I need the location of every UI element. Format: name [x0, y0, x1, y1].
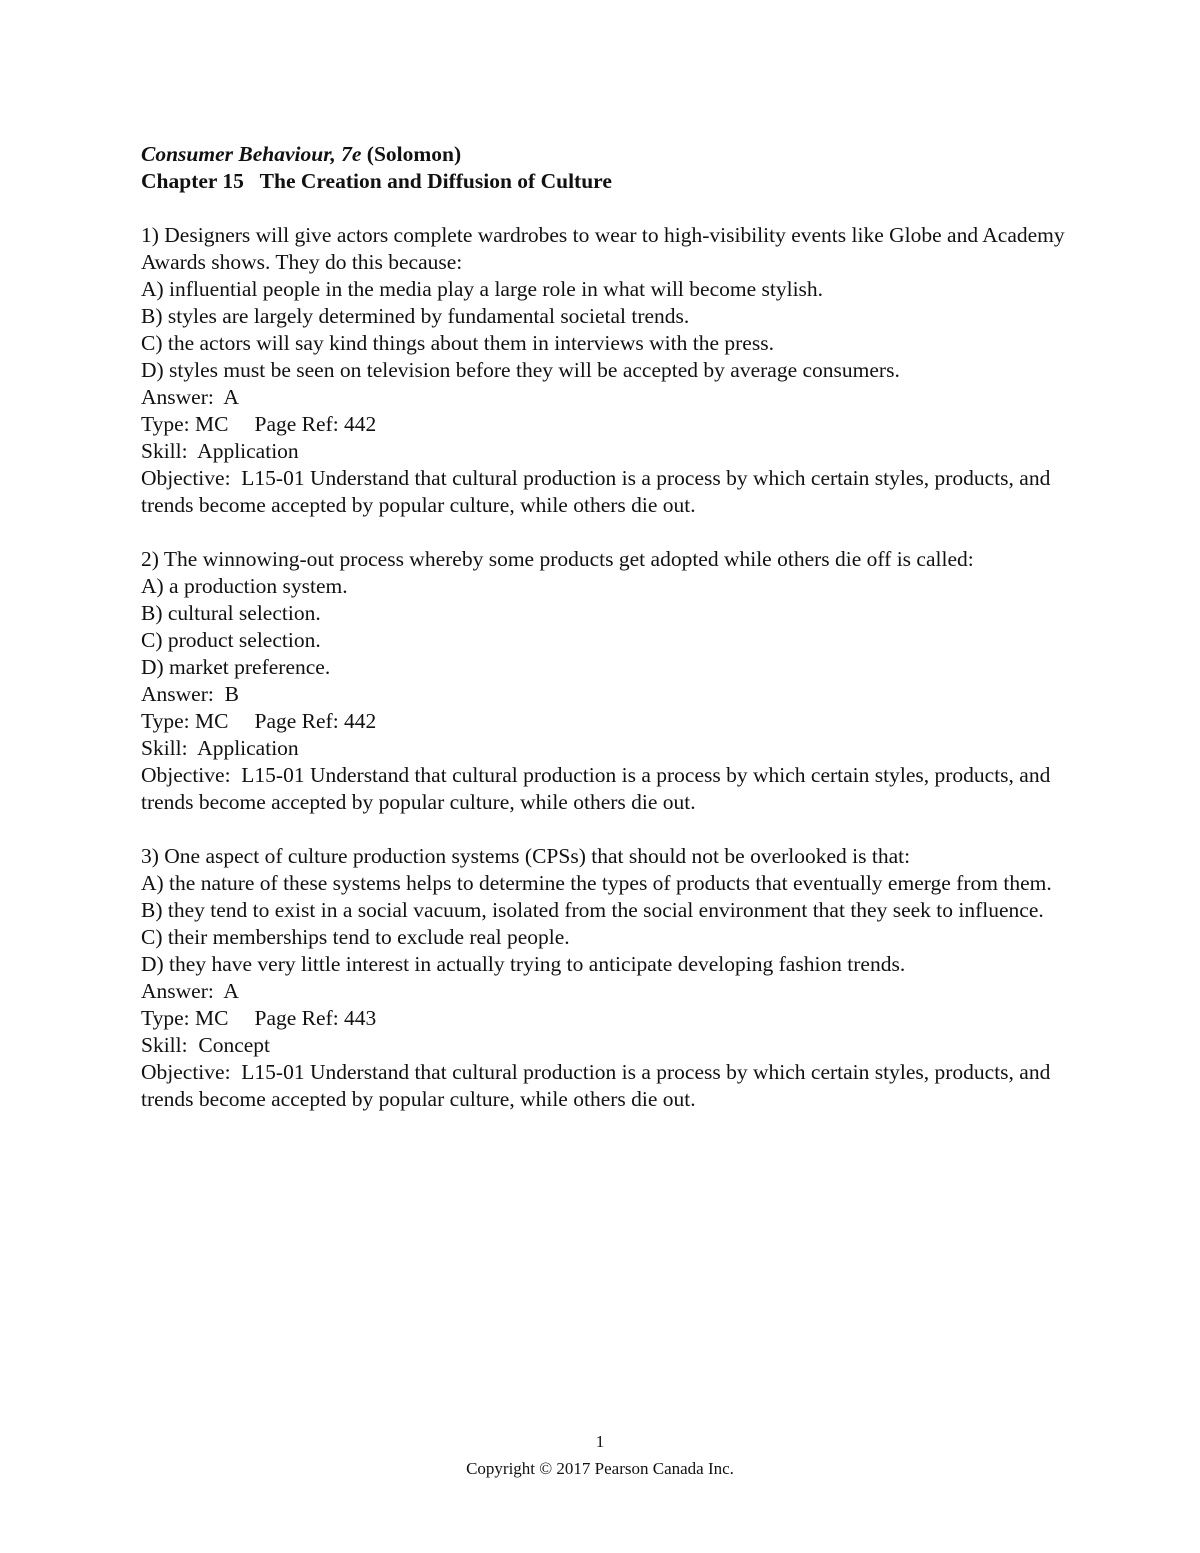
answer: Answer: A: [141, 979, 239, 1003]
question-stem: 3) One aspect of culture production systems (CPSs) that should not be overlooked is that:: [141, 844, 911, 868]
page-content: [141, 141, 1071, 1140]
option-c: C) the actors will say kind things about them in interviews with the press.: [141, 331, 774, 355]
book-author: (Solomon): [366, 142, 462, 166]
objective: Objective: L15-01 Understand that cultural production is a process by which certain styles, products, and trends become accepted by popular culture, while others die out.: [141, 763, 1056, 814]
page-ref: Page Ref: 442: [254, 709, 377, 733]
chapter-heading: Chapter 15 The Creation and Diffusion of Culture: [141, 169, 612, 193]
question-2: [141, 546, 1071, 816]
option-d: D) they have very little interest in actually trying to anticipate developing fashion trends.: [141, 952, 906, 976]
type-page-ref: [141, 1005, 1071, 1032]
skill: Skill: Concept: [141, 1033, 270, 1057]
page-number: 1: [595, 1432, 605, 1451]
type-page-ref: [141, 708, 1071, 735]
option-b: B) they tend to exist in a social vacuum, isolated from the social environment that they seek to influence.: [141, 898, 1044, 922]
question-type: Type: MC: [141, 412, 229, 436]
option-c: C) their memberships tend to exclude real people.: [141, 925, 570, 949]
question-stem: 1) Designers will give actors complete wardrobes to wear to high-visibility events like Globe and Academy Awards shows. They do this because:: [141, 223, 1065, 274]
objective: Objective: L15-01 Understand that cultural production is a process by which certain styles, products, and trends become accepted by popular culture, while others die out.: [141, 1060, 1056, 1111]
option-a: A) the nature of these systems helps to determine the types of products that eventually emerge from them.: [141, 871, 1052, 895]
question-type: Type: MC: [141, 709, 229, 733]
book-title-line: [141, 141, 1071, 168]
question-type: Type: MC: [141, 1006, 229, 1030]
option-c: C) product selection.: [141, 628, 321, 652]
question-1: [141, 222, 1071, 519]
objective: Objective: L15-01 Understand that cultural production is a process by which certain styles, products, and trends become accepted by popular culture, while others die out.: [141, 466, 1056, 517]
option-a: A) a production system.: [141, 574, 348, 598]
question-3: [141, 843, 1071, 1113]
option-b: B) styles are largely determined by fundamental societal trends.: [141, 304, 690, 328]
option-d: D) styles must be seen on television before they will be accepted by average consumers.: [141, 358, 900, 382]
answer: Answer: B: [141, 682, 239, 706]
skill: Skill: Application: [141, 736, 299, 760]
page-ref: Page Ref: 443: [254, 1006, 377, 1030]
option-d: D) market preference.: [141, 655, 331, 679]
option-b: B) cultural selection.: [141, 601, 321, 625]
option-a: A) influential people in the media play a large role in what will become stylish.: [141, 277, 824, 301]
type-page-ref: [141, 411, 1071, 438]
skill: Skill: Application: [141, 439, 299, 463]
answer: Answer: A: [141, 385, 239, 409]
copyright-notice: Copyright © 2017 Pearson Canada Inc.: [466, 1459, 734, 1478]
book-title: Consumer Behaviour, 7e: [141, 142, 362, 166]
question-stem: 2) The winnowing-out process whereby some products get adopted while others die off is called:: [141, 547, 974, 571]
page-ref: Page Ref: 442: [254, 412, 377, 436]
